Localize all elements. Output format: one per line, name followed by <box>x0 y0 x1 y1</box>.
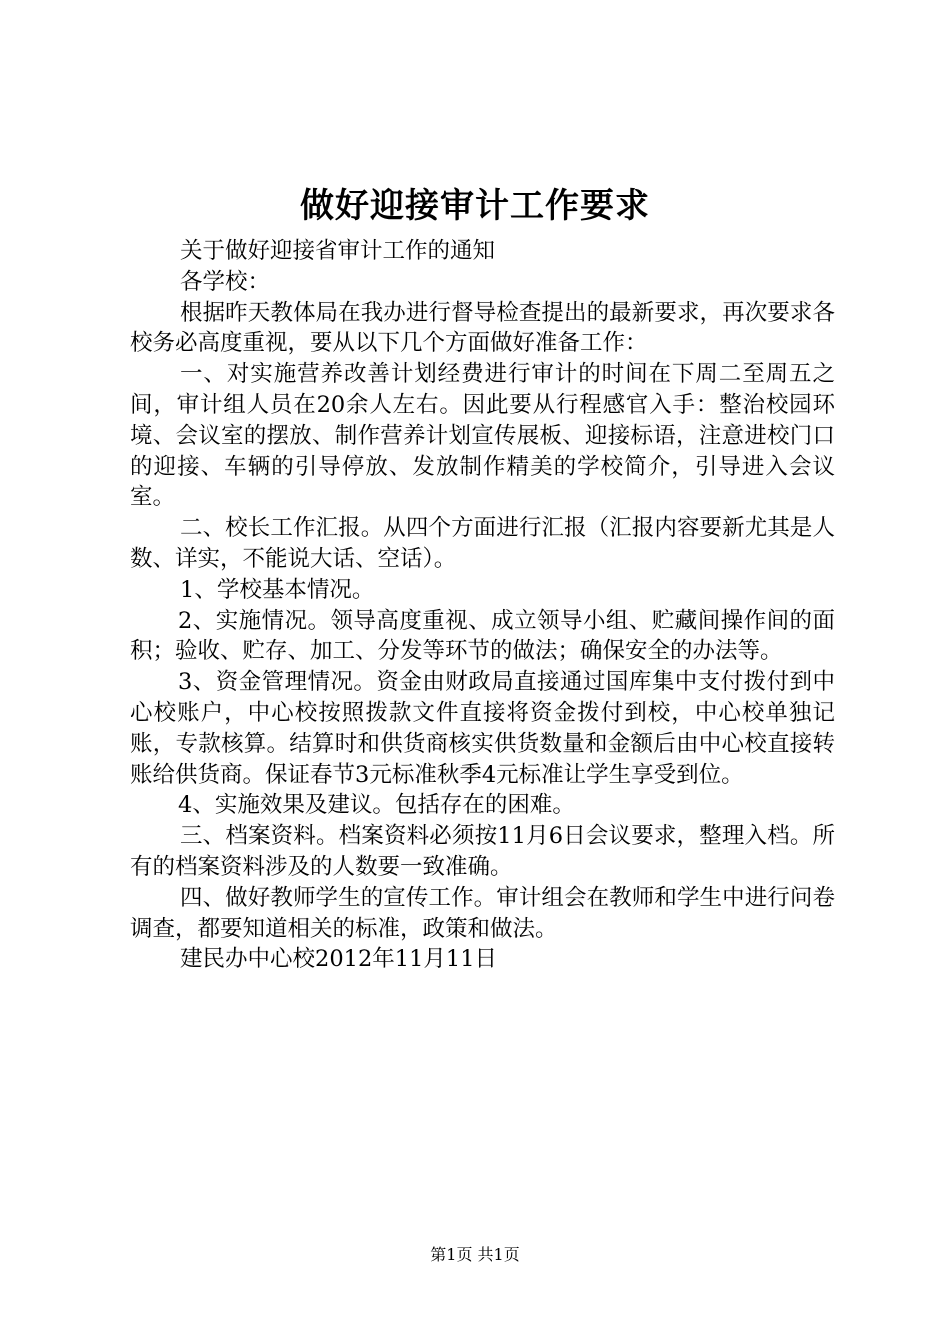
body-paragraph-item-3: 3、资金管理情况。资金由财政局直接通过国库集中支付拨付到中心校账户，中心校按照拨款文件直接将资金拨付到校，中心校单独记账，专款核算。结算时和供货商核实供货数量和金额后由中心校直接转账给供货商。保证春节3元标准秋季4元标准让学生享受到位。 <box>130 669 835 788</box>
body-paragraph-section-1: 一、对实施营养改善计划经费进行审计的时间在下周二至周五之间，审计组人员在20余人左右。因此要从行程感官入手：整治校园环境、会议室的摆放、制作营养计划宣传展板、迎接标语，注意进校门口的迎接、车辆的引导停放、发放制作精美的学校简介，引导进入会议室。 <box>130 361 835 511</box>
body-paragraph-intro: 根据昨天教体局在我办进行督导检查提出的最新要求，再次要求各校务必高度重视，要从以下几个方面做好准备工作： <box>130 299 835 357</box>
salutation: 各学校： <box>180 268 271 295</box>
body-paragraph-section-2: 二、校长工作汇报。从四个方面进行汇报（汇报内容要新尤其是人数、详实，不能说大话、空话）。 <box>130 515 835 572</box>
body-paragraph-section-3: 三、档案资料。档案资料必须按11月6日会议要求，整理入档。所有的档案资料涉及的人数要一致准确。 <box>130 823 835 880</box>
page-footer: 第1页 共1页 <box>430 1245 520 1264</box>
document-title: 做好迎接审计工作要求 <box>300 186 650 226</box>
signature-date: 建民办中心校2012年11月11日 <box>180 946 498 973</box>
body-paragraph-item-4: 4、实施效果及建议。包括存在的困难。 <box>178 792 575 819</box>
body-paragraph-item-2: 2、实施情况。领导高度重视、成立领导小组、贮藏间操作间的面积；验收、贮存、加工、分发等环节的做法；确保安全的办法等。 <box>130 607 835 665</box>
body-paragraph-item-1: 1、学校基本情况。 <box>180 576 375 603</box>
body-paragraph-section-4: 四、做好教师学生的宣传工作。审计组会在教师和学生中进行问卷调查，都要知道相关的标准，政策和做法。 <box>130 884 835 942</box>
document-body <box>130 236 835 975</box>
notice-heading: 关于做好迎接省审计工作的通知 <box>180 238 496 264</box>
